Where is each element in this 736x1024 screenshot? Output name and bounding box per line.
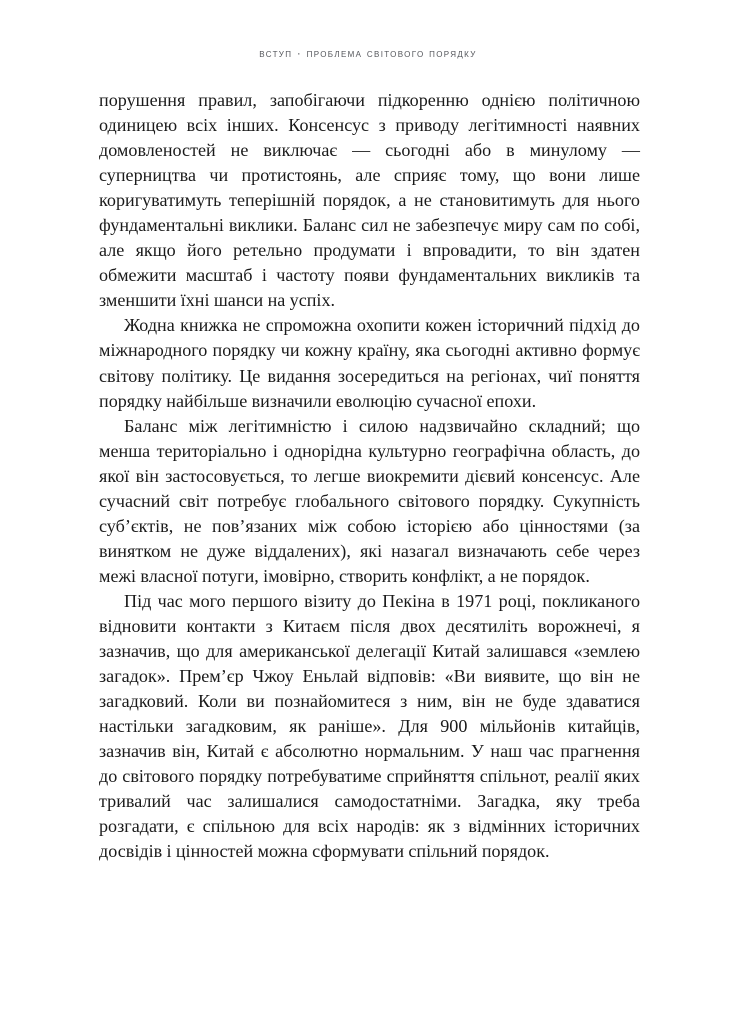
paragraph: порушення правил, запобігаючи підкоренню однією політичною одиницею всіх інших. Консенсус з приводу легітимності наявних домовленостей не виключає — сьогодні або в минулому — суперництва чи протистоянь, але сприяє тому, що вони лише коригуватимуть теперішній порядок, а не становитимуть для нього фундаментальні виклики. Баланс сил не забезпечує миру сам по собі, але якщо його ретельно продумати і впровадити, то він здатен обмежити масштаб і частоту появи фундаментальних викликів та зменшити їхні шанси на успіх.	[99, 90, 640, 311]
paragraph: Жодна книжка не спроможна охопити кожен історичний підхід до міжнародного порядку чи кожну країну, яка сьогодні активно формує світову політику. Це видання зосередиться на регіонах, чиї поняття порядку найбільше визначили еволюцію сучасної епохи.	[99, 315, 640, 411]
body-text-block	[99, 88, 640, 864]
running-header	[0, 48, 736, 60]
running-head-text: вступ · проблема світового порядку	[259, 48, 477, 60]
paragraph: Баланс між легітимністю і силою надзвичайно складний; що менша територіально і однорідна культурно географічна область, до якої він застосовується, то легше виокремити дієвий консенсус. Але сучасний світ потребує глобального світового порядку. Сукупність суб’єктів, не пов’язаних між собою історією або цінностями (за винятком не дуже віддалених), які назагал визначають себе через межі власної потуги, імовірно, створить конфлікт, а не порядок.	[99, 415, 640, 586]
paragraph: Під час мого першого візиту до Пекіна в 1971 році, покликаного відновити контакти з Китаєм після двох десятиліть ворожнечі, я зазначив, що для американської делегації Китай залишався «землею загадок». Прем’єр Чжоу Еньлай відповів: «Ви виявите, що він не загадковий. Коли ви познайомитеся з ним, він не буде здаватися настільки загадковим, як раніше». Для 900 мільйонів китайців, зазначив він, Китай є абсолютно нормальним. У наш час прагнення до світового порядку потребуватиме сприйняття спільнот, реалії яких тривалий час залишалися самодостатніми. Загадка, яку треба розгадати, є спільною для всіх народів: як з відмінних історичних досвідів і цінностей можна сформувати спільний порядок.	[99, 590, 640, 862]
